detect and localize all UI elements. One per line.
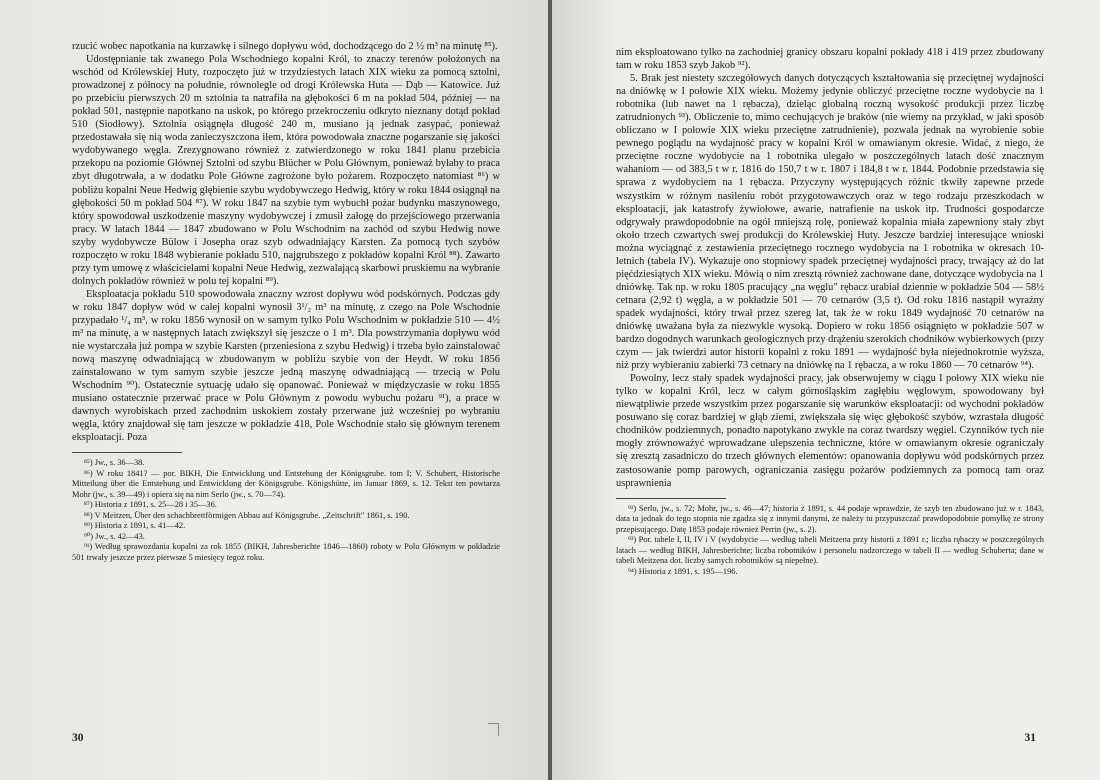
footnote-91: ⁹¹) Według sprawozdania kopalni za rok 1855 (BIKH, Jahresberichte 1846—1860) roboty w Polu Głównym w pokładzie 501 trwały jeszcze przez pierwsze 5 miesięcy tegoż roku.	[72, 542, 500, 562]
footnote-89: ⁸⁹) Historia z 1891, s. 41—42.	[84, 521, 186, 531]
footnote-87: ⁸⁷) Historia z 1891, s. 25—28 i 35—36.	[84, 500, 217, 510]
left-paragraph-2: Udostępnianie tak zwanego Pola Wschodniego kopalni Król, to znaczy terenów położonych na wschód od Królewskiej Huty, rozpoczęto już w trzydziestych latach XIX wieku za pomocą sztolni, prowadzonej z północy na południe, równolegle od drogi Królewska Huta — Dąb — Katowice. Już po przebiciu pierwszych 20 m sztolnia ta natrafiła na głębokości 6 m na pokład 504, później — na pokład 501, następnie napotkano na uskok, po którego przekroczeniu odkryto nieznany dotąd pokład 510 (Siodłowy). Sztolnia osiągnęła długość 240 m, musiano ją jednak zasypać, ponieważ przedostawała się nią woda zanieczyszczona iłem, która powodowała znaczne pogarszanie się jakości wydobywanego węgla. Zrezygnowano również z zatwierdzonego w roku 1841 planu przebicia przekopu na poziomie Głównej Sztolni od szybu Blücher w Polu Głównym, ponieważ byłaby to praca zbyt długotrwała, a w dodatku Pole Główne zagrożone było pożarem. Rozpoczęto natomiast ⁸⁶) w pobliżu kopalni Neue Hedwig głębienie szybu wydobywczego Hedwig, który w roku 1844 osiągnął na głębokości 50 m pokład 504 ⁸⁷). W roku 1847 na szybie tym wybuchł pożar budynku maszynowego, który spowodował uszkodzenie maszyny wydobywczej i zmusił załogę do przejściowego przerwania pracy. W latach 1844 — 1847 zbudowano w Polu Wschodnim na zachód od szybu Hedwig nowe szyby wydobywcze Bülow i Josepha oraz szyb odwadniający Karsten. Za pomocą tych szybów rozpoczęto w roku 1848 wybieranie pokładu 510, najgrubszego z pokładów kopalni Król ⁸⁸). Zawarto przy tym umowę z właścicielami kopalni Neue Hedwig, zezwalającą skarbowi pruskiemu na wybranie dolnych pokładów również w polu tej kopalni ⁸⁹).	[72, 54, 500, 287]
right-page	[552, 0, 1100, 780]
footnote-92: ⁹²) Serlo, jw., s. 72; Mohr, jw., s. 46—47; historia z 1891, s. 44 podaje wprawdzie, że szyb ten zbudowano już w r. 1843, data ta jednak do tego stopnia nie zgadza się z innymi danymi, że należy tu przypuszczać prawdopodobnie pomyłkę ze strony przepisującego. Datę 1853 podaje również Perrin (jw., s. 2).	[616, 503, 1044, 534]
footnote-90: ⁹⁰) Jw., s. 42—43.	[84, 531, 145, 541]
right-text-column	[616, 46, 1044, 577]
footnote-93: ⁹³) Por. tabele I, II, IV i V (wydobycie — według tabeli Meitzena przy historii z 1891 r.; liczba rębaczy w poszczególnych latach — według BIKH, Jahresberichte; liczba robotników i personelu nadzorczego w tabeli II — według Schuberta; dane w tabeli Meitzena dot. liczby samych robotników są niepełne).	[616, 535, 1044, 566]
footnote-86: ⁸⁶) W roku 1841? — por. BIKH, Die Entwicklung und Entstehung der Königsgrube. tom I; V. Schubert, Historische Mitteilung über die Entstehung und Entwicklung der Königsgrube. Königshütte, im Januar 1869, s. 12. Tekst ten powtarza Mohr (jw., s. 39—49) i opiera się na nim Serlo (jw., s. 70—74).	[72, 468, 500, 499]
right-paragraph-3: Powolny, lecz stały spadek wydajności pracy, jak obserwujemy w ciągu I połowy XIX wieku nie tylko w kopalni Król, lecz w całym górnośląskim zagłębiu węglowym, spowodowany był niewątpliwie przede wszystkim przez pogarszanie się warunków eksploatacji: od wychodni pokładów posuwano się coraz bardziej w głąb ziemi, zwiększała się więc głębokość szybów, wzrastała długość chodników podziemnych, ponadto napotykano zwykle na coraz twardszy węgiel. Czynników tych nie mogły zrównoważyć wprowadzane ulepszenia techniczne, które w omawianym okresie ograniczały się zresztą zasadniczo do trzech głównych elementów: opanowania dopływu wód podskórnych przez zastosowanie pomp parowych, ograniczania zasięgu pożarów podziemnych za pomocą tam oraz usprawnienia	[616, 373, 1044, 489]
left-paragraph-3: Eksploatacja pokładu 510 spowodowała znaczny wzrost dopływu wód podskórnych. Podczas gdy w roku 1847 dopływ wód w całej kopalni wynosił 3¹/₂ m³ na minutę, z czego na Pole Wschodnie przypadało ¹/₄ m³, w roku 1856 wynosił on w samym tylko Polu Wschodnim w pokładzie 510 — 4½ m³ na minutę, a w następnych latach zwiększył się jeszcze o 1 m³. Dla powstrzymania dopływu wód nie wystarczała już pompa w szybie Karsten (przeniesiona z szybu Hedwig) i trzeba było zainstalować nową maszynę odwadniającą w zbudowanym w pobliżu szybie von der Heydt. W roku 1856 zainstalowano w tym samym szybie jeszcze jedną maszynę odwadniającą — trzecią w Polu Wschodnim ⁹⁰). Ostatecznie sytuację udało się opanować. Ponieważ w międzyczasie w roku 1855 musiano ostatecznie przerwać prace w Polu Głównym z powodu wybuchu pożaru ⁹¹), a prace w dawnych wyrobiskach przed zachodnim uskokiem zostały przerwane już wcześniej po wybraniu węgla, który znajdował się tam jeszcze w pokładzie 418, Pole Wschodnie stało się głównym terenem eksploatacji. Poza	[72, 288, 500, 444]
footnote-85: ⁸⁵) Jw., s. 36—38.	[84, 458, 145, 468]
footnote-divider	[616, 498, 726, 499]
right-paragraph-2: 5. Brak jest niestety szczegółowych danych dotyczących kształtowania się przeciętnej wydajności na dniówkę w I połowie XIX wieku. Możemy jedynie obliczyć przeciętne roczne wydobycie na 1 robotnika (lub nawet na 1 rębacza), dzieląc globalną roczną wysokość produkcji przez liczbę zatrudnionych ⁹³). Obliczenie to, mimo cechujących je braków (nie wiemy na przykład, w jaki sposób obliczano w I połowie XIX wieku przeciętne zatrudnienie), pozwala jednak na wyrobienie sobie pewnego poglądu na wydajność pracy w kopalni Król w omawianym okresie. Widać, z niego, że przeciętne roczne wydobycie na 1 robotnika ulegało w poszczególnych latach dość znacznym wahaniom — od 383,5 t w r. 1816 do 150,7 t w r. 1807 i 184,8 t w r. 1844. Podobnie przedstawia się sprawa z wydobyciem na 1 rębacza. Przyczyny występujących różnic tkwiły zapewne przede wszystkim w różnym nasileniu robót przygotowawczych oraz w tego rodzaju przeszkodach w eksploatacji, jak katastrofy żywiołowe, awarie, natrafienie na uskok itp. Trudności gospodarcze odgrywały prawdopodobnie na ogół mniejszą rolę, ponieważ kopalnia miała zapewniony stały zbyt około trzech czwartych swej produkcji do Królewskiej Huty. Jeszcze bardziej interesujące wnioski można wyciągnąć z zestawienia przeciętnego rocznego wydobycia na 1 robotnika w okresach 10-letnich (tabela IV). Wykazuje ono stopniowy spadek przeciętnej wydajności pracy, trwający aż do lat pięćdziesiątych XIX wieku. Mówią o nim zresztą również zachowane dane, dotyczące wydobycia na 1 dniówkę. Tak np. w roku 1805 pracujący „na węglu" rębacz urabiał dziennie w pokładzie 504 — 58½ cetnara (2,92 t) węgla, a w pokładzie 501 — 70 cetnarów (3,5 t). Od roku 1816 nastąpił wyraźny spadek wydajności, który trwał przez szereg lat, tak że w roku 1849 wydajność 70 cetnarów na dniówkę uważana była za niezwykle wysoką. Dopiero w roku 1856 osiągnięto w pokładzie 507 w bardzo dogodnych warunkach geologicznych przy drążeniu szerokich chodników wybierkowych (przy czym — jak twierdzi autor historii kopalni z roku 1891 — wydajność była niejednokrotnie wyższa, niż przy wybieraniu zabierki 73 cetnary na dniówkę na 1 rębacza, a w roku 1860 — 70 cetnarów ⁹⁴).	[616, 73, 1044, 372]
page-number-left: 30	[72, 732, 84, 744]
left-footnotes	[72, 458, 500, 563]
right-paragraph-1: nim eksploatowano tylko na zachodniej granicy obszaru kopalni pokłady 418 i 419 przez zbudowany tam w roku 1853 szyb Jakob ⁹²).	[616, 47, 1044, 72]
footnote-88: ⁸⁸) V Meitzen, Über den schachbrettförmigen Abbau auf Königsgrube. „Zeitschrift" 1861, s. 190.	[84, 510, 410, 520]
footnote-94: ⁹⁴) Historia z 1891, s. 195—196.	[628, 566, 738, 576]
right-footnotes	[616, 504, 1044, 578]
left-text-column	[72, 40, 500, 563]
left-page	[0, 0, 548, 780]
corner-mark	[488, 723, 499, 736]
footnote-divider	[72, 452, 182, 453]
page-number-right: 31	[1024, 732, 1036, 744]
left-paragraph-1: rzucić wobec napotkania na kurzawkę i silnego dopływu wód, dochodzącego do 2 ½ m³ na minutę ⁸⁵).	[72, 41, 498, 52]
